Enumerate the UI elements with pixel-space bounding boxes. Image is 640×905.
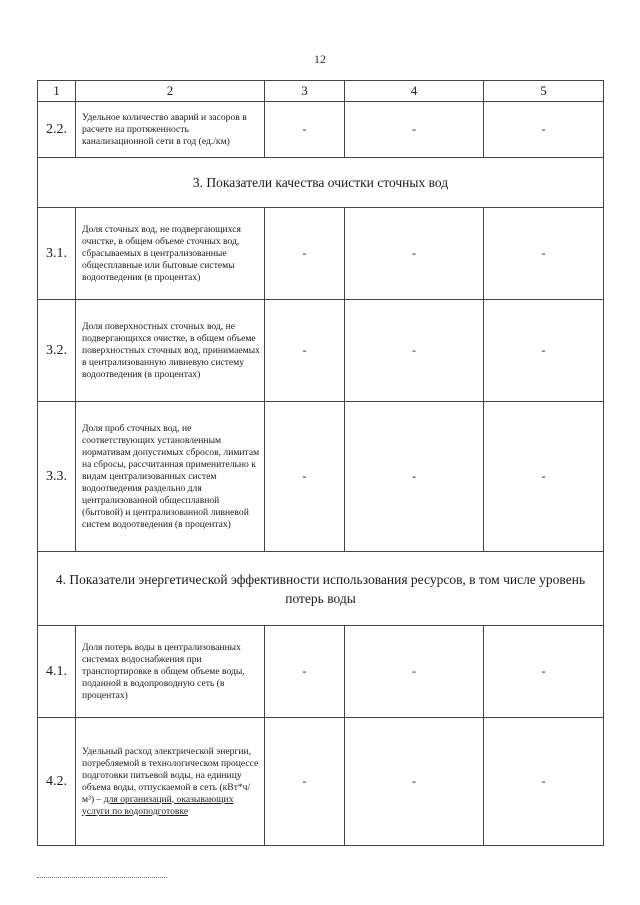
row-value-col4: -: [345, 402, 484, 552]
row-value-col4: -: [345, 718, 484, 846]
row-value-col4: -: [345, 208, 484, 300]
row-value-col3: -: [265, 718, 345, 846]
header-col-2: 2: [76, 81, 265, 102]
row-value-col4: -: [345, 626, 484, 718]
row-value-col5: -: [484, 102, 604, 158]
row-description: Доля проб сточных вод, не соответствующих установленным нормативам допустимых сбросов, лимитам на сбросы, рассчитанная применительно к видам централизованных систем водоотведения раздельно для централизованной общесплавной (бытовой) и централизованной ливневой систем водоотведения (в процентах): [76, 402, 265, 552]
table-row: [38, 626, 604, 718]
page-number: 12: [314, 52, 326, 66]
indicators-table: [37, 80, 604, 846]
section-title: 3. Показатели качества очистки сточных вод: [38, 158, 604, 208]
row-description: [76, 718, 265, 846]
table-row: [38, 402, 604, 552]
row-value-col5: -: [484, 208, 604, 300]
row-number: 3.2.: [38, 300, 76, 402]
row-value-col5: -: [484, 300, 604, 402]
table-header-row: [38, 81, 604, 102]
row-value-col3: -: [265, 626, 345, 718]
row-number: 2.2.: [38, 102, 76, 158]
row-value-col3: -: [265, 300, 345, 402]
row-description-underlined: для организаций, оказывающих услуги по водоподготовке: [82, 793, 234, 817]
header-col-1: 1: [38, 81, 76, 102]
row-number: 4.2.: [38, 718, 76, 846]
table-row: [38, 102, 604, 158]
row-number: 3.1.: [38, 208, 76, 300]
row-value-col5: -: [484, 626, 604, 718]
section-row: [38, 158, 604, 208]
footer-divider: [37, 877, 167, 878]
row-value-col5: -: [484, 402, 604, 552]
row-value-col3: -: [265, 102, 345, 158]
section-title: 4. Показатели энергетической эффективности использования ресурсов, в том числе уровень потерь воды: [38, 552, 604, 626]
section-row: [38, 552, 604, 626]
header-col-5: 5: [484, 81, 604, 102]
header-col-4: 4: [345, 81, 484, 102]
row-value-col4: -: [345, 102, 484, 158]
table-row: [38, 300, 604, 402]
row-number: 4.1.: [38, 626, 76, 718]
row-value-col4: -: [345, 300, 484, 402]
row-description: Доля поверхностных сточных вод, не подвергающихся очистке, в общем объеме поверхностных сточных вод, принимаемых в централизованную ливневую систему водоотведения (в процентах): [76, 300, 265, 402]
row-description: Доля сточных вод, не подвергающихся очистке, в общем объеме сточных вод, сбрасываемых в централизованные общесплавные или бытовые системы водоотведения (в процентах): [76, 208, 265, 300]
row-value-col3: -: [265, 208, 345, 300]
row-description-text: Удельный расход электрической энергии, потребляемой в технологическом процессе подготовки питьевой воды, на единицу объема воды, отпускаемой в сеть (кВт*ч/м³) –: [82, 745, 259, 805]
table-row: [38, 208, 604, 300]
header-col-3: 3: [265, 81, 345, 102]
row-value-col3: -: [265, 402, 345, 552]
row-description: Доля потерь воды в централизованных системах водоснабжения при транспортировке в общем объеме воды, поданной в водопроводную сеть (в процентах): [76, 626, 265, 718]
row-description: Удельное количество аварий и засоров в расчете на протяженность канализационной сети в год (ед./км): [76, 102, 265, 158]
table-row: [38, 718, 604, 846]
row-value-col5: -: [484, 718, 604, 846]
row-number: 3.3.: [38, 402, 76, 552]
